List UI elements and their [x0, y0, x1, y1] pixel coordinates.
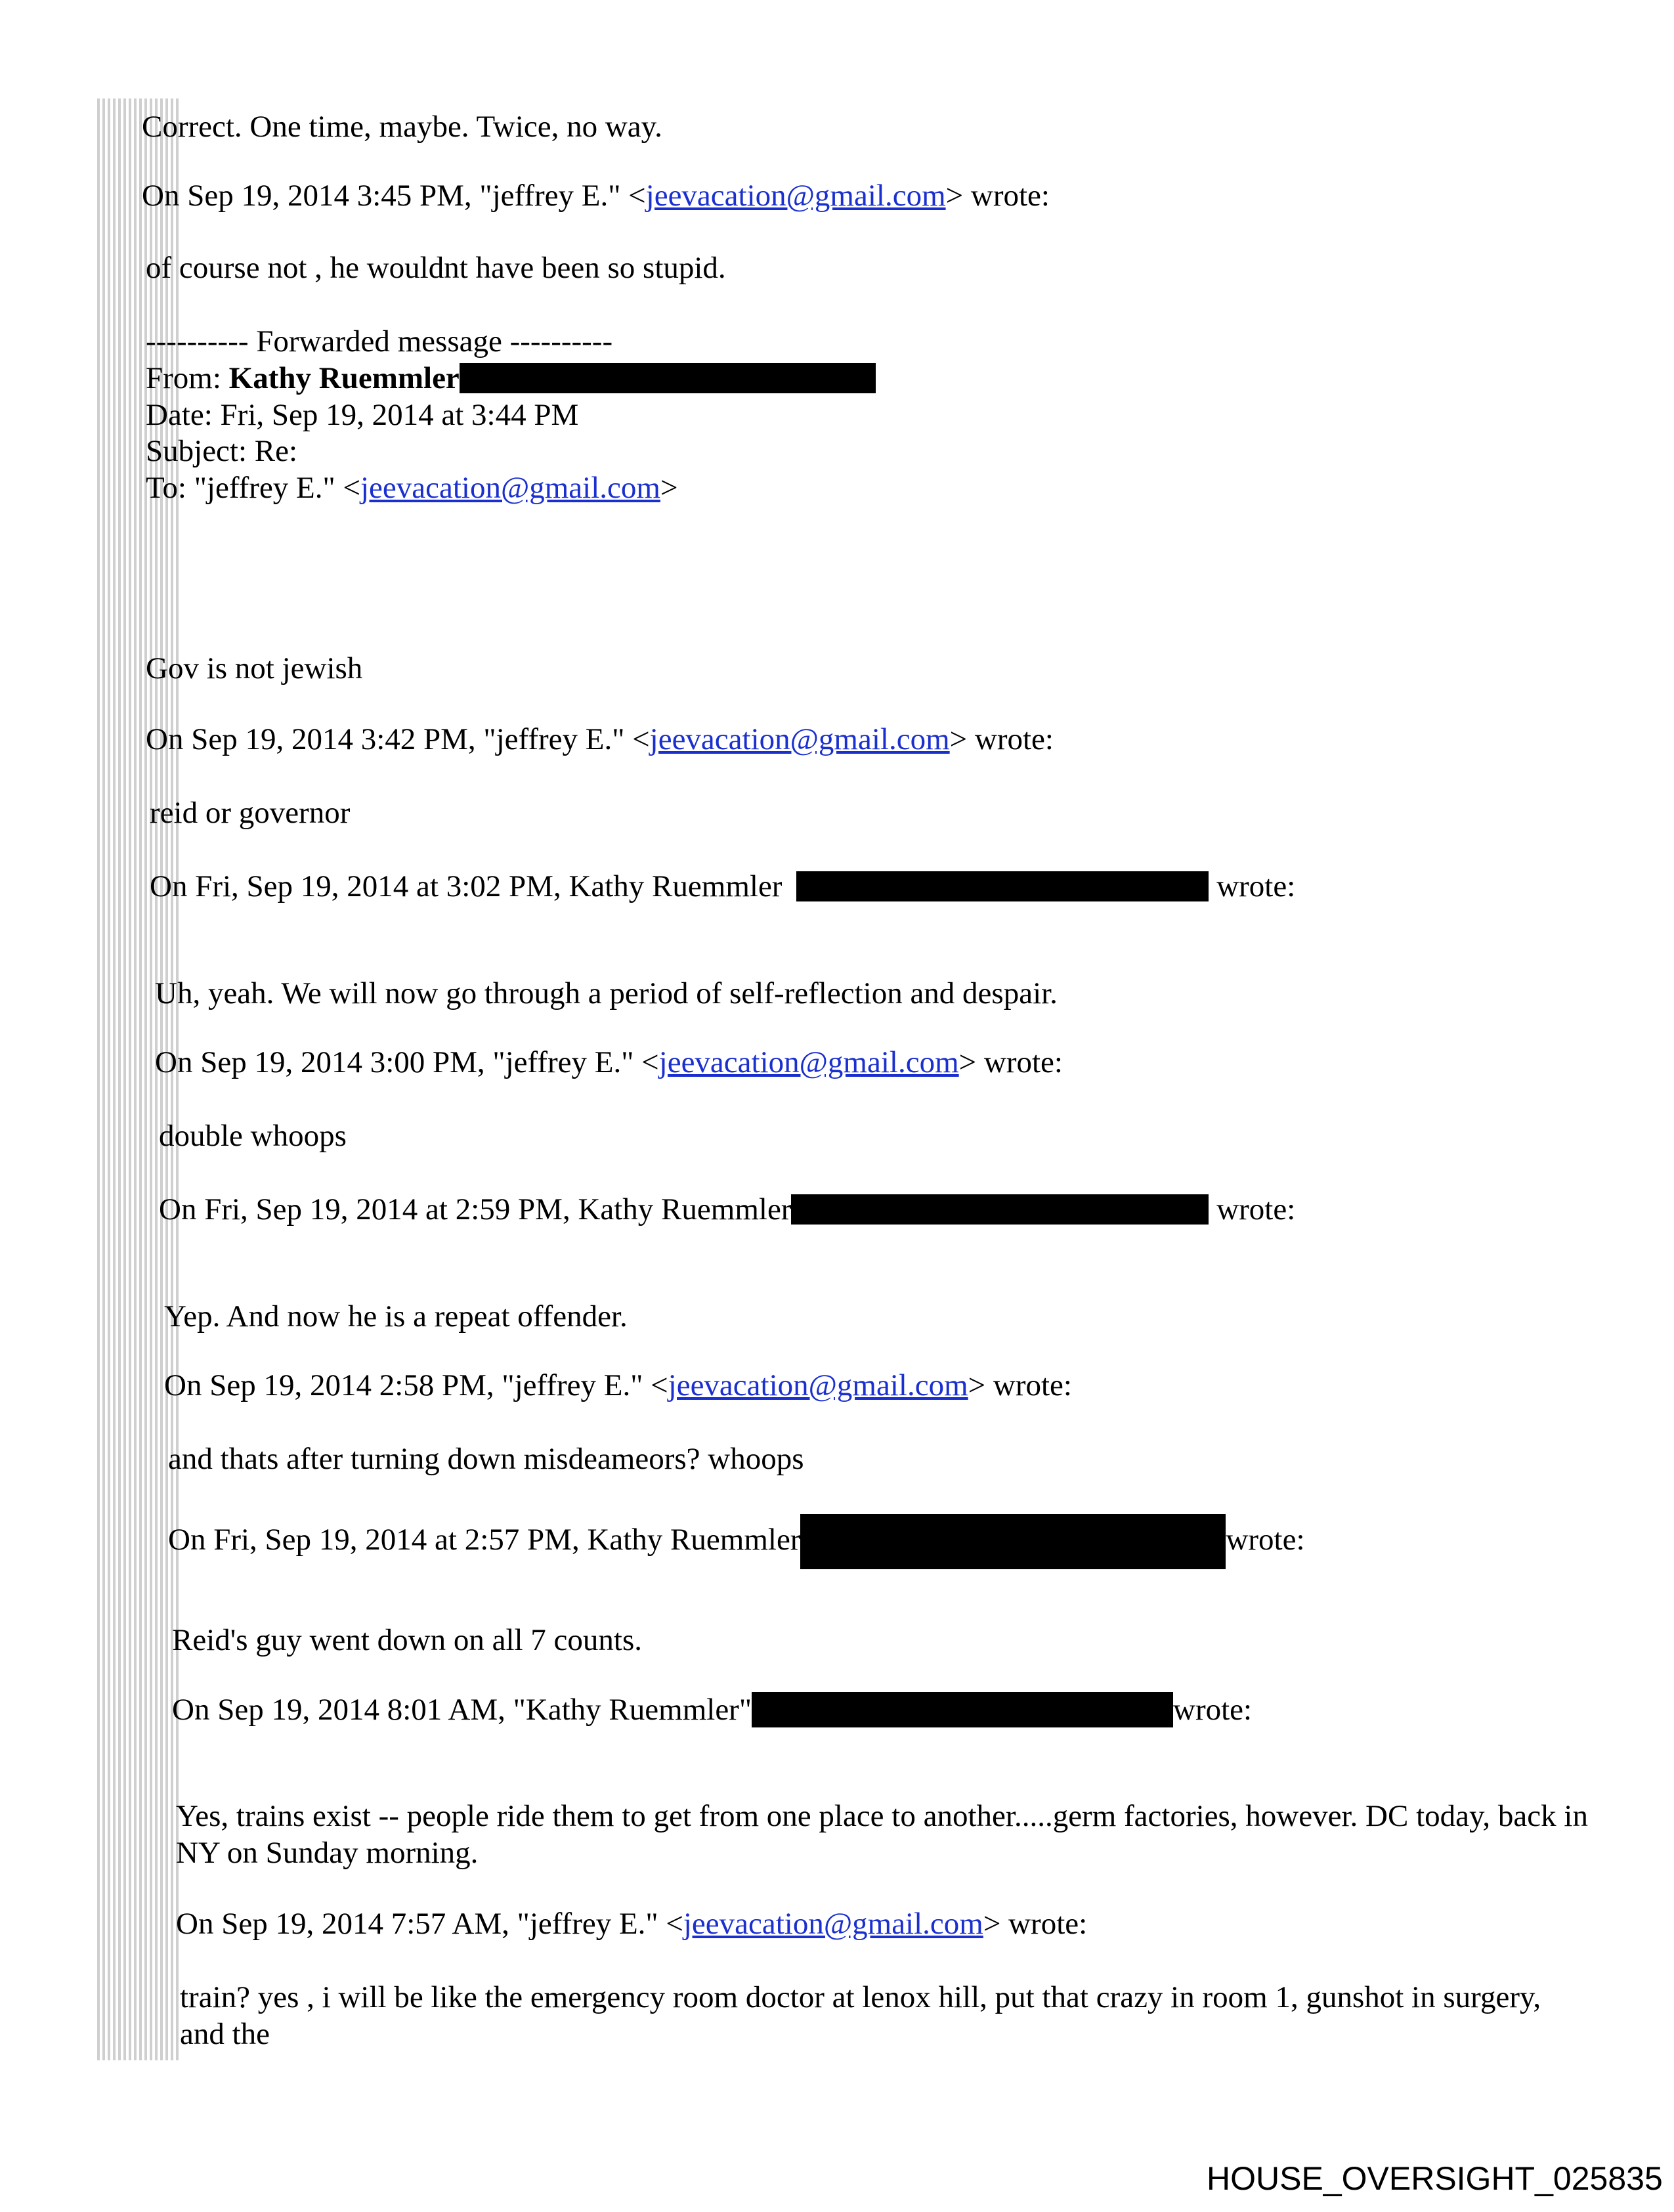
quote-header: On Sep 19, 2014 3:42 PM, "jeffrey E." <jeevacation@gmail.com> wrote:: [146, 722, 1054, 756]
quote-header: On Sep 19, 2014 7:57 AM, "jeffrey E." <jeevacation@gmail.com> wrote:: [176, 1907, 1088, 1941]
message-body: Yep. And now he is a repeat offender.: [164, 1299, 628, 1334]
message-body: of course not , he wouldnt have been so stupid.: [146, 251, 726, 285]
forward-date: Date: Fri, Sep 19, 2014 at 3:44 PM: [146, 398, 579, 432]
forward-to: To: "jeffrey E." <jeevacation@gmail.com>: [146, 471, 678, 505]
message-body: and thats after turning down misdeameors? whoops: [168, 1442, 804, 1476]
quote-bar: [108, 98, 110, 2060]
sender-name: Kathy Ruemmler: [228, 361, 460, 395]
redaction-block: [791, 1194, 1209, 1225]
quote-bar: [139, 98, 142, 2060]
message-body: Correct. One time, maybe. Twice, no way.: [142, 110, 662, 144]
quote-header: On Sep 19, 2014 3:45 PM, "jeffrey E." <jeevacation@gmail.com> wrote:: [142, 179, 1050, 213]
quote-bar: [129, 98, 131, 2060]
quote-bar: [113, 98, 116, 2060]
quote-bar: [102, 98, 105, 2060]
quote-header: On Sep 19, 2014 8:01 AM, "Kathy Ruemmler" wrote:: [172, 1693, 1253, 1727]
email-link[interactable]: jeevacation@gmail.com: [658, 1045, 959, 1079]
message-body: Gov is not jewish: [146, 651, 363, 685]
message-body: Yes, trains exist -- people ride them to get from one place to another.....germ factories, however. DC today, back in NY on Sunday morning.: [176, 1799, 1588, 1870]
forward-subject: Subject: Re:: [146, 434, 298, 468]
message-body: reid or governor: [150, 796, 351, 830]
redaction-block: [460, 363, 876, 393]
quote-header: On Fri, Sep 19, 2014 at 3:02 PM, Kathy Ruemmler wrote:: [150, 869, 1296, 903]
quote-bar: [118, 98, 121, 2060]
email-link[interactable]: jeevacation@gmail.com: [645, 179, 946, 213]
redaction-block: [752, 1692, 1173, 1727]
message-body: train? yes , i will be like the emergency room doctor at lenox hill, put that crazy in room 1, gunshot in surgery, and the: [180, 1980, 1541, 2051]
quote-header: On Fri, Sep 19, 2014 at 2:59 PM, Kathy Ruemmler wrote:: [159, 1192, 1296, 1226]
redaction-block: [796, 871, 1209, 901]
email-link[interactable]: jeevacation@gmail.com: [360, 471, 660, 505]
redaction-block: [800, 1514, 1226, 1569]
quote-header: On Fri, Sep 19, 2014 at 2:57 PM, Kathy Ruemmler wrote:: [168, 1514, 1305, 1569]
message-body: Reid's guy went down on all 7 counts.: [172, 1623, 643, 1657]
document-id: HOUSE_OVERSIGHT_025835: [1207, 2160, 1663, 2197]
quote-header: On Sep 19, 2014 3:00 PM, "jeffrey E." <jeevacation@gmail.com> wrote:: [155, 1045, 1063, 1079]
email-link[interactable]: jeevacation@gmail.com: [683, 1907, 983, 1941]
message-body: double whoops: [159, 1119, 347, 1153]
quote-header: On Sep 19, 2014 2:58 PM, "jeffrey E." <jeevacation@gmail.com> wrote:: [164, 1368, 1072, 1402]
email-link[interactable]: jeevacation@gmail.com: [668, 1368, 968, 1402]
message-body: Uh, yeah. We will now go through a period of self-reflection and despair.: [155, 976, 1058, 1010]
forwarded-separator: ---------- Forwarded message ----------: [146, 324, 613, 358]
quote-bar: [134, 98, 137, 2060]
forward-from: From: Kathy Ruemmler: [146, 360, 876, 397]
email-link[interactable]: jeevacation@gmail.com: [649, 722, 950, 756]
quote-bar: [123, 98, 126, 2060]
quote-bar: [97, 98, 100, 2060]
